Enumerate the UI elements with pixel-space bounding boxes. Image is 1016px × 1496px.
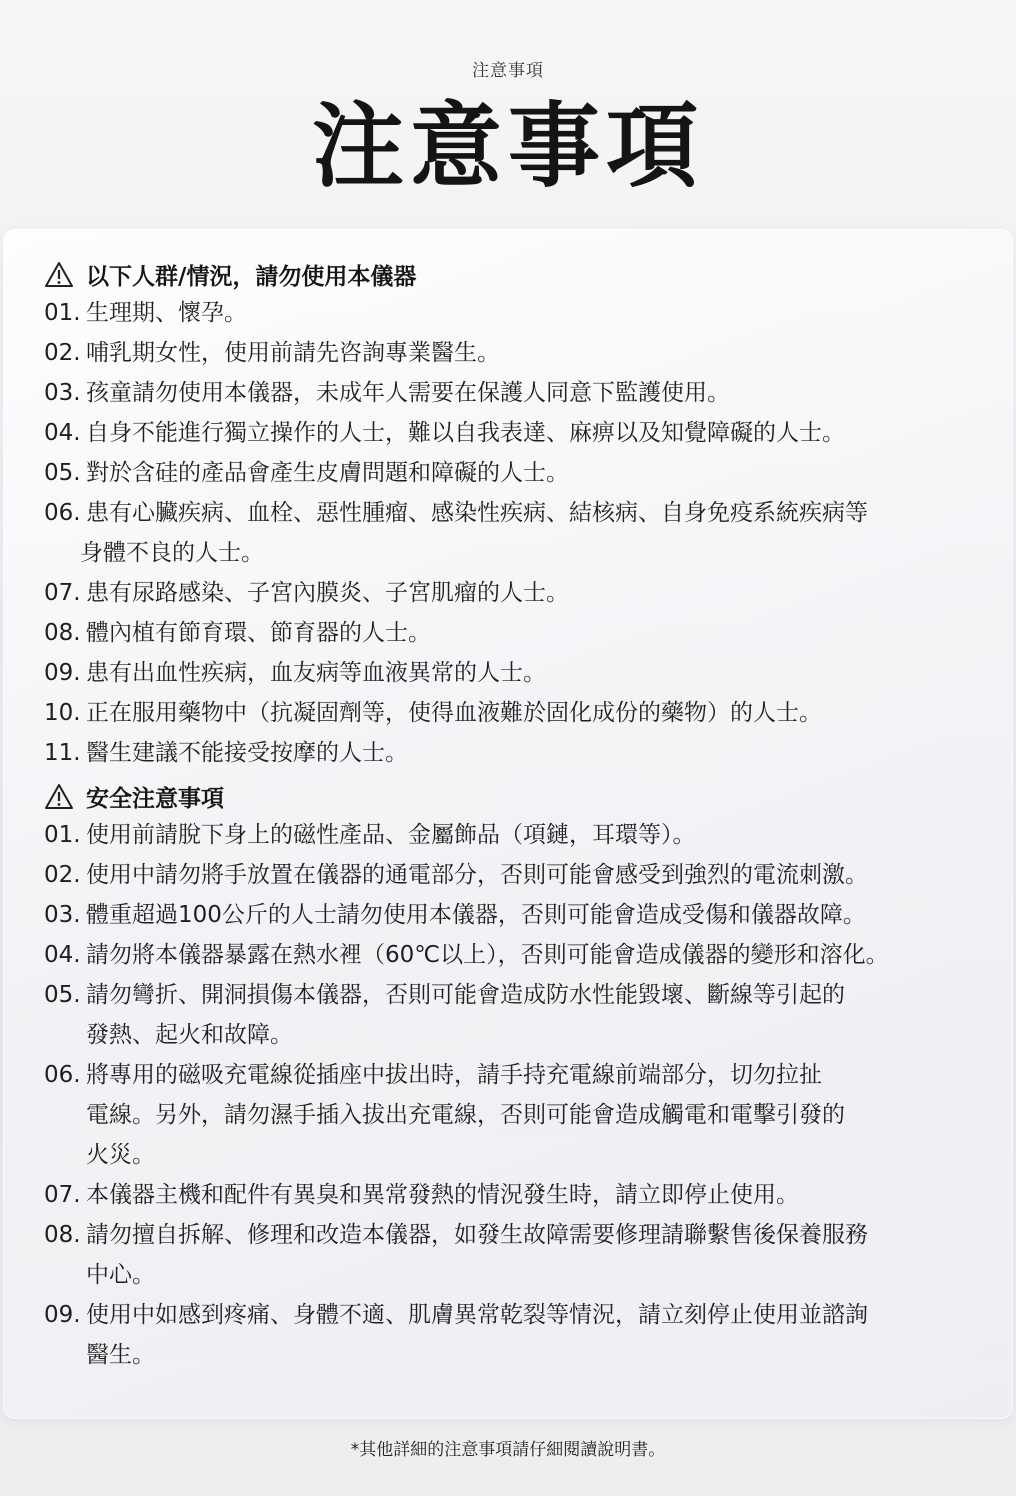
list-item xyxy=(44,693,984,733)
item-text xyxy=(86,733,984,773)
item-text-line: 本儀器主機和配件有異臭和異常發熱的情況發生時，請立即停止使用。 xyxy=(86,1182,799,1208)
item-number: 08. xyxy=(44,620,81,646)
footer-note: *其他詳細的注意事項請仔細閱讀說明書。 xyxy=(350,1440,666,1460)
item-number: 02. xyxy=(44,340,81,366)
item-text xyxy=(86,1055,984,1175)
item-text xyxy=(86,693,984,733)
list-item xyxy=(44,855,984,895)
item-text-line: 電線。另外，請勿濕手插入拔出充電線，否則可能會造成觸電和電擊引發的 xyxy=(86,1102,845,1128)
item-text xyxy=(86,975,984,1055)
item-number: 06. xyxy=(44,1062,81,1088)
list-item xyxy=(44,493,984,573)
item-text-line: 將專用的磁吸充電線從插座中拔出時，請手持充電線前端部分，切勿拉扯 xyxy=(86,1062,822,1088)
item-number: 07. xyxy=(44,580,81,606)
list-item xyxy=(44,975,984,1055)
item-text xyxy=(86,935,984,975)
list-item xyxy=(44,373,984,413)
item-text xyxy=(86,653,984,693)
item-text-line: 孩童請勿使用本儀器，未成年人需要在保護人同意下監護使用。 xyxy=(86,380,730,406)
item-text-line: 正在服用藥物中（抗凝固劑等，使得血液難於固化成份的藥物）的人士。 xyxy=(86,700,822,726)
safety-list xyxy=(44,815,984,1375)
section-heading-text: 以下人群/情況，請勿使用本儀器 xyxy=(86,263,417,290)
section-heading-text: 安全注意事項 xyxy=(86,785,224,812)
item-number: 10. xyxy=(44,700,81,726)
page-subtitle: 注意事項 xyxy=(472,61,544,81)
item-text xyxy=(80,493,984,573)
item-text-line: 中心。 xyxy=(86,1262,155,1288)
item-text xyxy=(86,1215,984,1295)
warning-icon xyxy=(44,783,74,810)
item-text-line: 體內植有節育環、節育器的人士。 xyxy=(86,620,431,646)
item-text-line: 使用中如感到疼痛、身體不適、肌膚異常乾裂等情況，請立刻停止使用並諮詢 xyxy=(86,1302,868,1328)
item-text-line: 對於含硅的產品會產生皮膚問題和障礙的人士。 xyxy=(86,460,569,486)
item-text xyxy=(86,413,984,453)
item-text-line: 自身不能進行獨立操作的人士，難以自我表達、麻痹以及知覺障礙的人士。 xyxy=(86,420,845,446)
item-number: 05. xyxy=(44,460,81,486)
page-title: 注意事項 xyxy=(311,93,704,200)
list-item xyxy=(44,413,984,453)
list-item xyxy=(44,1055,984,1175)
item-number: 01. xyxy=(44,300,81,326)
item-text-line: 火災。 xyxy=(86,1142,155,1168)
list-item xyxy=(44,935,984,975)
item-text-line: 使用中請勿將手放置在儀器的通電部分，否則可能會感受到強烈的電流刺激。 xyxy=(86,862,868,888)
item-number: 09. xyxy=(44,1302,81,1328)
item-text-line: 患有心臟疾病、血栓、惡性腫瘤、感染性疾病、結核病、自身免疫系統疾病等 xyxy=(86,500,868,526)
item-text-line: 發熱、起火和故障。 xyxy=(86,1022,293,1048)
item-number: 02. xyxy=(44,862,81,888)
list-item xyxy=(44,1295,984,1375)
item-number: 07. xyxy=(44,1182,81,1208)
list-item xyxy=(44,1215,984,1295)
item-text xyxy=(86,855,984,895)
item-number: 06. xyxy=(44,500,81,526)
notice-content xyxy=(44,255,984,1375)
item-text xyxy=(86,895,984,935)
item-text-line: 體重超過100公斤的人士請勿使用本儀器，否則可能會造成受傷和儀器故障。 xyxy=(86,902,866,928)
item-text-line: 請勿擅自拆解、修理和改造本儀器，如發生故障需要修理請聯繫售後保養服務 xyxy=(86,1222,868,1248)
item-text xyxy=(86,613,984,653)
item-text-line: 使用前請脫下身上的磁性產品、金屬飾品（項鏈，耳環等）。 xyxy=(86,822,696,848)
list-item xyxy=(44,733,984,773)
restriction-list xyxy=(44,293,984,773)
item-text-line: 生理期、懷孕。 xyxy=(86,300,247,326)
item-text xyxy=(86,293,984,333)
item-text-line: 哺乳期女性，使用前請先咨詢專業醫生。 xyxy=(86,340,500,366)
item-text xyxy=(86,453,984,493)
list-item xyxy=(44,453,984,493)
item-text-line: 請勿彎折、開洞損傷本儀器，否則可能會造成防水性能毀壞、斷線等引起的 xyxy=(86,982,845,1008)
item-text-line: 患有出血性疾病，血友病等血液異常的人士。 xyxy=(86,660,546,686)
item-text xyxy=(86,1295,984,1375)
item-text-line: 患有尿路感染、子宮內膜炎、子宮肌瘤的人士。 xyxy=(86,580,569,606)
item-text xyxy=(86,333,984,373)
item-number: 04. xyxy=(44,420,81,446)
item-number: 11. xyxy=(44,740,81,766)
item-number: 05. xyxy=(44,982,81,1008)
item-number: 01. xyxy=(44,822,81,848)
item-number: 03. xyxy=(44,902,81,928)
item-text xyxy=(86,573,984,613)
section-heading-restrictions xyxy=(44,255,984,293)
section-heading-safety xyxy=(44,777,984,815)
item-text xyxy=(86,815,984,855)
warning-icon xyxy=(44,261,74,288)
item-text-line: 身體不良的人士。 xyxy=(80,540,264,566)
list-item xyxy=(44,653,984,693)
item-number: 04. xyxy=(44,942,81,968)
list-item xyxy=(44,895,984,935)
list-item xyxy=(44,613,984,653)
list-item xyxy=(44,293,984,333)
item-number: 03. xyxy=(44,380,81,406)
item-text-line: 請勿將本儀器暴露在熱水裡（60℃以上），否則可能會造成儀器的變形和溶化。 xyxy=(86,942,889,968)
item-text-line: 醫生建議不能接受按摩的人士。 xyxy=(86,740,408,766)
item-number: 08. xyxy=(44,1222,81,1248)
list-item xyxy=(44,815,984,855)
item-text-line: 醫生。 xyxy=(86,1342,155,1368)
item-text xyxy=(86,373,984,413)
item-number: 09. xyxy=(44,660,81,686)
item-text xyxy=(86,1175,984,1215)
list-item xyxy=(44,333,984,373)
list-item xyxy=(44,573,984,613)
list-item xyxy=(44,1175,984,1215)
